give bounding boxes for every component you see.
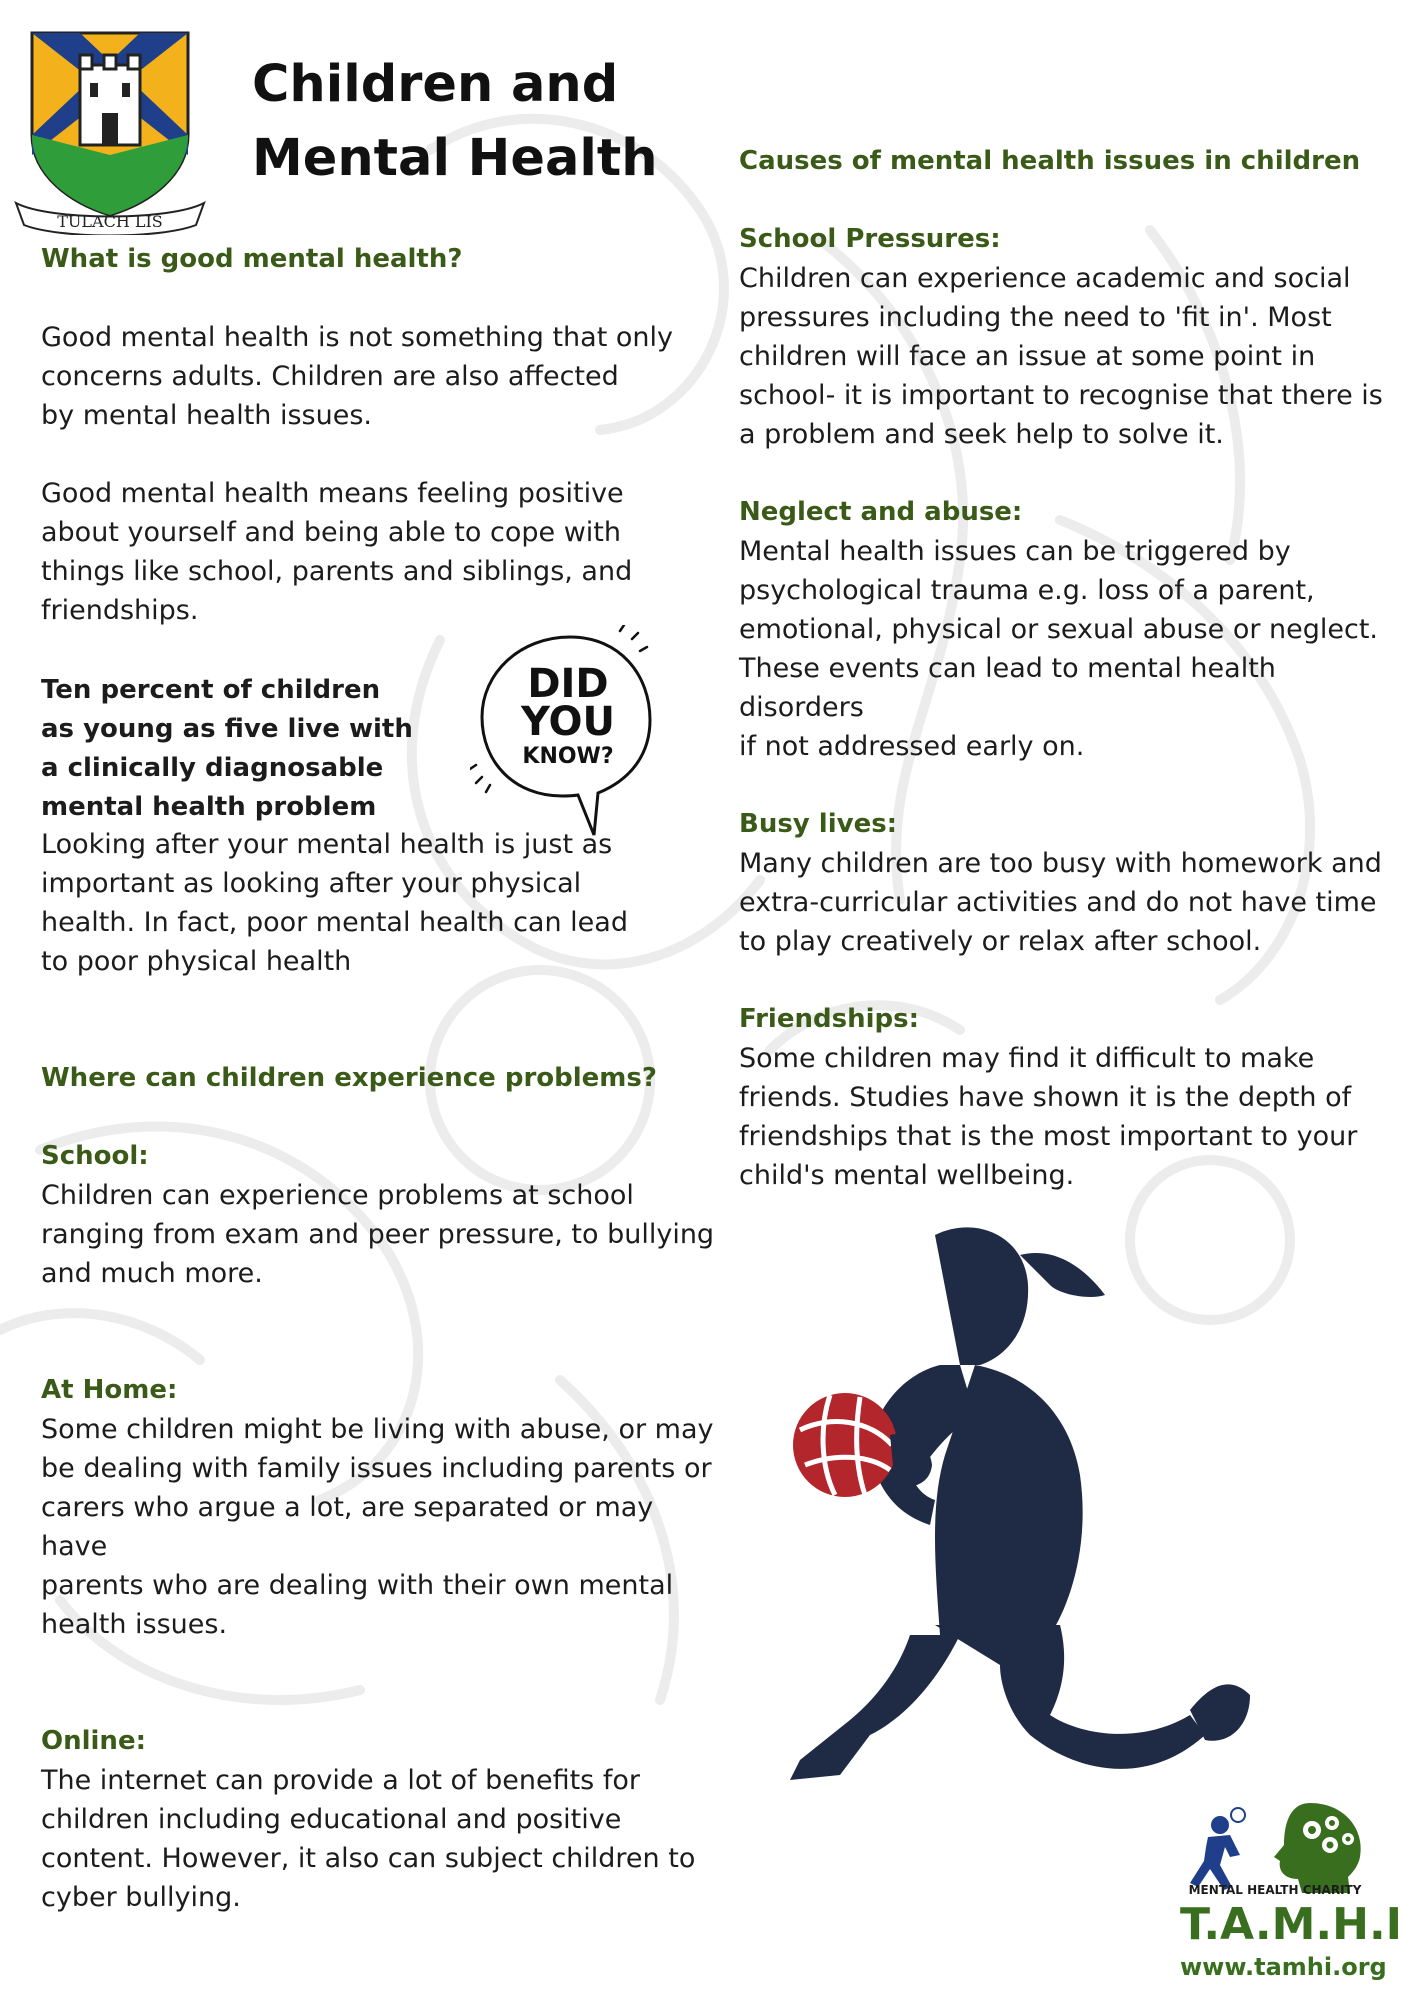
text-line: content. However, it also can subject children to <box>41 1843 696 1874</box>
where-problems-question: Where can children experience problems? <box>41 1063 657 1093</box>
text-line: These events can lead to mental health disorders <box>739 653 1276 723</box>
friendships-paragraph <box>739 1039 1399 1195</box>
text-line: child's mental wellbeing. <box>739 1160 1075 1191</box>
text-line: about yourself and being able to cope with <box>41 517 621 548</box>
page-title <box>252 48 658 196</box>
text-line: health issues. <box>41 1609 228 1640</box>
text-line: if not addressed early on. <box>739 731 1085 762</box>
speech-bubble-icon <box>470 625 660 850</box>
player-silhouette-icon <box>760 1215 1320 1795</box>
text-line: Ten percent of children <box>41 675 381 705</box>
logo-subtitle: MENTAL HEALTH CHARITY <box>1188 1883 1362 1897</box>
text-line: YOU <box>520 699 616 745</box>
logo-name: T.A.M.H.I <box>1180 1899 1403 1950</box>
text-line: ranging from exam and peer pressure, to bullying <box>41 1219 715 1250</box>
text-line: children will face an issue at some point in <box>739 341 1316 372</box>
busy-lives-paragraph <box>739 844 1399 961</box>
text-line: Good mental health is not something that only <box>41 322 673 353</box>
text-line: friends. Studies have shown it is the depth of <box>739 1082 1352 1113</box>
neglect-heading: Neglect and abuse: <box>739 497 1023 527</box>
school-heading: School: <box>41 1141 149 1171</box>
left-column <box>41 240 721 1917</box>
tamhi-logo-icon <box>1180 1795 1370 1895</box>
text-line: Many children are too busy with homework and <box>739 848 1382 879</box>
text-line: concerns adults. Children are also affected <box>41 361 619 392</box>
right-column <box>739 142 1399 1195</box>
text-line: DID <box>527 661 609 707</box>
text-line: cyber bullying. <box>41 1882 241 1913</box>
online-heading: Online: <box>41 1726 146 1756</box>
text-line: Looking after your mental health is just as <box>41 829 613 860</box>
school-paragraph <box>41 1176 721 1293</box>
fact-ten-percent <box>41 671 461 827</box>
text-line: by mental health issues. <box>41 400 373 431</box>
text-line: school- it is important to recognise that there is <box>739 380 1383 411</box>
text-line: and much more. <box>41 1258 263 1289</box>
text-line: children including educational and positive <box>41 1804 622 1835</box>
text-line: Some children may find it difficult to make <box>739 1043 1315 1074</box>
text-line: carers who argue a lot, are separated or may have <box>41 1492 654 1562</box>
causes-heading: Causes of mental health issues in children <box>739 146 1361 176</box>
text-line: Children can experience problems at school <box>41 1180 634 1211</box>
text-line: a clinically diagnosable <box>41 753 384 783</box>
friendships-heading: Friendships: <box>739 1004 919 1034</box>
text-line: a problem and seek help to solve it. <box>739 419 1224 450</box>
school-pressures-paragraph <box>739 259 1399 454</box>
school-pressures-heading: School Pressures: <box>739 224 1001 254</box>
home-paragraph <box>41 1410 721 1644</box>
text-line: Good mental health means feeling positive <box>41 478 624 509</box>
online-paragraph <box>41 1761 721 1917</box>
text-line: health. In fact, poor mental health can lead <box>41 907 628 938</box>
text-line: Children can experience academic and social <box>739 263 1351 294</box>
text-line: important as looking after your physical <box>41 868 582 899</box>
good-mental-health-question: What is good mental health? <box>41 244 463 274</box>
neglect-paragraph <box>739 532 1399 766</box>
text-line: friendships. <box>41 595 199 626</box>
crest-icon <box>10 25 210 235</box>
text-line: Mental Health <box>252 129 658 188</box>
text-line: The internet can provide a lot of benefits for <box>41 1765 640 1796</box>
logo-url[interactable]: www.tamhi.org <box>1180 1953 1387 1981</box>
busy-lives-heading: Busy lives: <box>739 809 898 839</box>
paragraph-good-mental-health-2 <box>41 474 721 630</box>
text-line: parents who are dealing with their own mental <box>41 1570 674 1601</box>
text-line: Mental health issues can be triggered by <box>739 536 1291 567</box>
text-line: pressures including the need to 'fit in'. Most <box>739 302 1332 333</box>
text-line: mental health problem <box>41 792 377 822</box>
text-line: emotional, physical or sexual abuse or neglect. <box>739 614 1379 645</box>
text-line: Some children might be living with abuse, or may <box>41 1414 714 1445</box>
text-line: friendships that is the most important to your <box>739 1121 1358 1152</box>
text-line: psychological trauma e.g. loss of a parent, <box>739 575 1315 606</box>
text-line: KNOW? <box>522 744 614 769</box>
text-line: to play creatively or relax after school. <box>739 926 1262 957</box>
paragraph-good-mental-health-1 <box>41 318 721 435</box>
tamhi-logo <box>1180 1795 1403 1995</box>
text-line: be dealing with family issues including parents or <box>41 1453 712 1484</box>
text-line: things like school, parents and siblings, and <box>41 556 633 587</box>
text-line: to poor physical health <box>41 946 352 977</box>
crest-motto: TULACH LIS <box>57 212 163 231</box>
text-line: extra-curricular activities and do not have time <box>739 887 1377 918</box>
home-heading: At Home: <box>41 1375 178 1405</box>
text-line: Children and <box>252 55 619 114</box>
text-line: as young as five live with <box>41 714 413 744</box>
